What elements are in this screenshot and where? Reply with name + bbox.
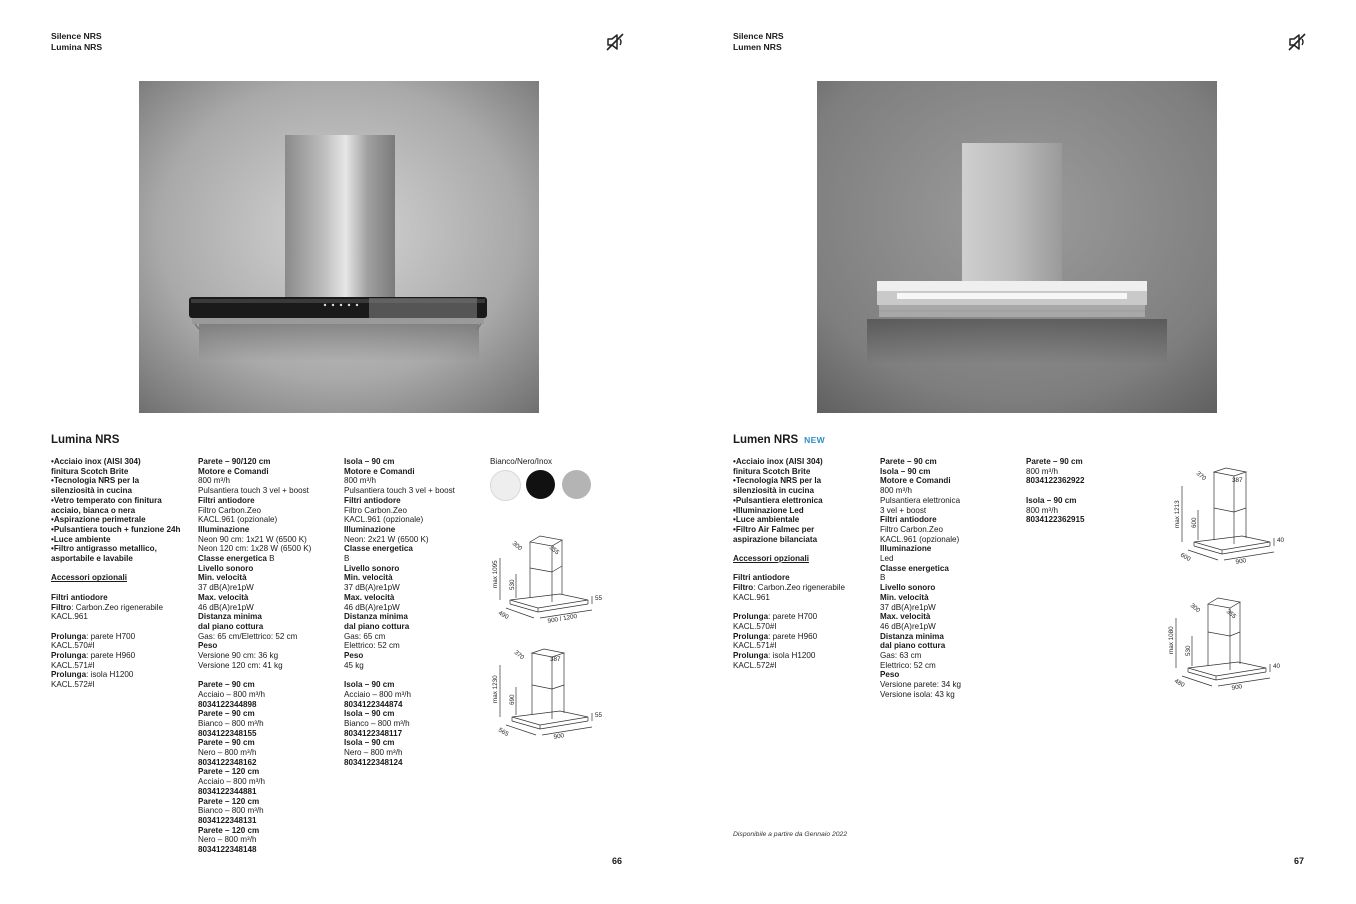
features-column [51, 457, 180, 690]
spec-key: Prolunga [733, 631, 769, 641]
spec-line: Isola – 90 cm [880, 466, 931, 476]
spec-line: Peso [344, 651, 364, 661]
spec-value: : isola H1200 [768, 651, 816, 661]
color-swatch-inox [562, 470, 591, 499]
codes-column [1026, 457, 1085, 525]
spacer [51, 564, 180, 574]
spec-line: 46 dB(A)re1pW [344, 602, 400, 612]
spec-value: : Carbon.Zeo rigenerabile [71, 602, 164, 612]
dim-label: 565 [497, 726, 510, 738]
spec-line: 800 m³/h [344, 476, 376, 486]
spec-line [51, 632, 180, 642]
spec-line: •Vetro temperato con finitura [51, 495, 162, 505]
spec-line: Acciaio – 800 m³/h [198, 689, 266, 699]
spec-line: Parete – 120 cm [198, 796, 260, 806]
spec-line: Accessori opzionali [733, 554, 810, 564]
swatch-label: Bianco/Nero/Inox [490, 457, 553, 466]
spec-line: Neon 120 cm: 1x28 W (6500 K) [198, 544, 312, 554]
spec-line: Parete – 90/120 cm [198, 457, 271, 466]
spec-value: : Carbon.Zeo rigenerabile [753, 583, 846, 593]
spec-line: Isola – 90 cm [344, 709, 395, 719]
dim-label: max 1080 [1168, 626, 1175, 654]
dim-label: 600 [1191, 517, 1198, 528]
spec-line: KACL.572#I [733, 660, 777, 670]
spec-line: Versione 90 cm: 36 kg [198, 651, 279, 661]
spec-line [733, 583, 845, 593]
spec-line: KACL.572#I [51, 680, 95, 690]
spec-line: 800 m³/h [880, 486, 912, 496]
spec-line: silenziosità in cucina [51, 486, 132, 496]
spec-line: KACL.571#I [51, 660, 95, 670]
spec-line: 46 dB(A)re1pW [198, 602, 254, 612]
spec-line: aspirazione bilanciata [733, 534, 818, 544]
spec-key: Filtro [733, 583, 754, 593]
spec-line: Min. velocità [344, 573, 393, 583]
spacer [198, 670, 311, 680]
spec-line: Max. velocità [198, 592, 249, 602]
spec-line [51, 670, 180, 680]
spec-line: KACL.961 (opzionale) [344, 515, 424, 525]
specs-parete-column [198, 457, 311, 855]
dim-label: 40 [1273, 663, 1281, 670]
running-header [733, 31, 784, 52]
spec-line: Elettrico: 52 cm [880, 660, 936, 670]
spec-line: KACL.961 [51, 612, 88, 622]
spacer [51, 622, 180, 632]
product-title-text: Lumen NRS [733, 434, 799, 446]
spec-line [51, 603, 180, 613]
spec-line: Isola – 90 cm [344, 738, 395, 748]
dim-label: 900 [1231, 683, 1243, 692]
mute-icon [604, 31, 626, 53]
spec-line: dal piano cottura [198, 621, 264, 631]
spec-key: Prolunga [51, 670, 87, 680]
spec-line: 800 m³/h [198, 476, 230, 486]
spec-line: 3 vel + boost [880, 505, 927, 515]
spec-line [733, 612, 845, 622]
spec-key: Filtro [51, 602, 72, 612]
spec-line: Filtro Carbon.Zeo [880, 524, 943, 534]
footnote: Disponibile a partire da Gennaio 2022 [733, 831, 848, 838]
dim-label: 490 [497, 609, 510, 621]
dim-label: 387 [550, 656, 561, 663]
spec-key: Prolunga [733, 612, 769, 622]
spec-line: •Aspirazione perimetrale [51, 515, 146, 525]
spec-line: 37 dB(A)re1pW [344, 583, 400, 593]
spec-line: 8034122344881 [198, 786, 257, 796]
spec-line: Bianco – 800 m³/h [198, 718, 264, 728]
dimension-diagram-island [488, 643, 608, 743]
spec-line: •Pulsantiera elettronica [733, 495, 823, 505]
product-title: Lumina NRS [51, 434, 120, 446]
spec-line: Livello sonoro [344, 563, 400, 573]
spec-line: Illuminazione [880, 544, 932, 554]
spec-line: Parete – 120 cm [198, 767, 260, 777]
header-model: Lumina NRS [51, 41, 103, 52]
spacer [733, 603, 845, 613]
spec-line: Min. velocità [880, 592, 929, 602]
spec-value: : parete H960 [86, 651, 136, 661]
spec-line: Parete – 90 cm [880, 457, 937, 466]
spec-line: Nero – 800 m³/h [198, 748, 257, 758]
spec-line: Versione 120 cm: 41 kg [198, 660, 283, 670]
mute-icon [1286, 31, 1308, 53]
spec-line: Bianco – 800 m³/h [344, 718, 410, 728]
spec-line: 8034122362922 [1026, 476, 1085, 486]
spec-key: Prolunga [733, 651, 769, 661]
dim-label: 300 [510, 540, 524, 553]
spec-line [733, 651, 845, 661]
spec-value: : parete H700 [768, 612, 818, 622]
spec-line: Max. velocità [344, 592, 395, 602]
spec-line: 8034122344874 [344, 699, 403, 709]
spec-line: Filtro Carbon.Zeo [344, 505, 407, 515]
spec-line: •Tecnologia NRS per la [733, 476, 822, 486]
dim-label: 370 [512, 649, 526, 662]
running-header [51, 31, 102, 52]
spec-line: •Filtro antigrasso metallico, [51, 544, 157, 554]
spec-key: Classe energetica [198, 554, 267, 564]
spec-line: Max. velocità [880, 612, 931, 622]
spec-line: Pulsantiera touch 3 vel + boost [198, 486, 309, 496]
spec-line: acciaio, bianca o nera [51, 505, 136, 515]
spec-line: finitura Scotch Brite [733, 466, 811, 476]
spec-line: Pulsantiera touch 3 vel + boost [344, 486, 455, 496]
spec-line: 800 m³/h [1026, 466, 1058, 476]
dim-label: 300 [1188, 602, 1202, 615]
spec-line: dal piano cottura [880, 641, 946, 651]
dim-label: 55 [595, 595, 603, 602]
spec-line: Livello sonoro [880, 583, 936, 593]
spec-line: •Luce ambientale [733, 515, 800, 525]
spec-line: Parete – 90 cm [198, 738, 255, 748]
specs-isola-column [344, 457, 455, 767]
dim-label: 480 [1173, 677, 1186, 689]
spec-value: B [266, 554, 275, 564]
spec-line: Distanza minima [198, 612, 262, 622]
spec-line: 8034122348162 [198, 757, 257, 767]
spec-line: Versione isola: 43 kg [880, 689, 955, 699]
spec-line: Parete – 120 cm [198, 825, 260, 835]
spec-line: Nero – 800 m³/h [344, 748, 403, 758]
dim-label: 355 [1224, 608, 1238, 621]
dim-label: 690 [509, 694, 516, 705]
dim-label: 355 [547, 544, 561, 557]
dim-label: max 1095 [492, 560, 499, 588]
spec-key: Prolunga [51, 631, 87, 641]
spec-value: : parete H960 [768, 631, 818, 641]
spec-line [198, 554, 311, 564]
spec-line: Filtri antiodore [198, 495, 255, 505]
spec-line: B [880, 573, 886, 583]
spec-line: Classe energetica [344, 544, 413, 554]
spec-line: KACL.961 (opzionale) [198, 515, 278, 525]
dim-label: 40 [1277, 537, 1285, 544]
spec-line: •Pulsantiera touch + funzione 24h [51, 524, 181, 534]
spec-line: Acciaio – 800 m³/h [344, 689, 412, 699]
spec-line: 8034122348124 [344, 757, 403, 767]
spec-line: Isola – 90 cm [344, 457, 395, 466]
spec-line: 8034122348131 [198, 816, 257, 825]
spec-line: Parete – 90 cm [198, 709, 255, 719]
product-photo-lumina [139, 81, 539, 413]
spec-line: Parete – 90 cm [1026, 457, 1083, 466]
spec-line: •Illuminazione Led [733, 505, 804, 515]
spec-line: •Tecnologia NRS per la [51, 476, 140, 486]
color-swatch-nero [526, 470, 555, 499]
dim-label: 370 [1194, 470, 1208, 483]
color-swatch-bianco [490, 470, 521, 501]
spec-line: Isola – 90 cm [1026, 495, 1077, 505]
spec-line: Livello sonoro [198, 563, 254, 573]
spec-line: Accessori opzionali [51, 573, 128, 583]
spec-line [733, 632, 845, 642]
spec-line: Neon 90 cm: 1x21 W (6500 K) [198, 534, 307, 544]
header-series: Silence NRS [51, 31, 102, 41]
dim-label: 387 [1232, 477, 1243, 484]
spec-line: 8034122348117 [344, 728, 403, 738]
spacer [733, 564, 845, 574]
spec-line: Parete – 90 cm [198, 680, 255, 690]
spec-line: Filtri antiodore [51, 592, 108, 602]
spec-line: Gas: 65 cm [344, 631, 386, 641]
dim-label: 900 / 1200 [547, 612, 578, 625]
spec-line: Distanza minima [344, 612, 408, 622]
dim-label: 600 [1179, 551, 1192, 563]
header-series: Silence NRS [733, 31, 784, 41]
specs-column [880, 457, 961, 700]
spec-line: Min. velocità [198, 573, 247, 583]
spec-line: 800 m³/h [1026, 505, 1058, 515]
dim-label: 55 [595, 712, 603, 719]
spec-line: •Acciaio inox (AISI 304) [51, 457, 141, 466]
product-photo-lumen [817, 81, 1217, 413]
spec-line: KACL.961 (opzionale) [880, 534, 960, 544]
spec-line: Versione parete: 34 kg [880, 680, 961, 690]
spec-line: Led [880, 554, 894, 564]
spacer [733, 544, 845, 554]
spec-line: •Acciaio inox (AISI 304) [733, 457, 823, 466]
spec-line: Isola – 90 cm [344, 680, 395, 690]
spec-line: 8034122348155 [198, 728, 257, 738]
spec-line: 37 dB(A)re1pW [880, 602, 936, 612]
dim-label: max 1213 [1174, 500, 1181, 528]
spec-line: Neon: 2x21 W (6500 K) [344, 534, 429, 544]
spec-value: : parete H700 [86, 631, 136, 641]
dimension-diagram-island [1170, 462, 1290, 570]
dim-label: 900 [553, 732, 565, 741]
spec-line: Acciaio – 800 m³/h [198, 777, 266, 787]
spec-line: Filtro Carbon.Zeo [198, 505, 261, 515]
spacer [344, 670, 455, 680]
spec-line: 37 dB(A)re1pW [198, 583, 254, 593]
spec-line: 8034122348148 [198, 845, 257, 855]
spacer [51, 583, 180, 593]
product-title [733, 434, 825, 446]
page-number: 67 [1294, 856, 1305, 866]
dim-label: 530 [1185, 645, 1192, 656]
spec-line: Filtri antiodore [733, 573, 790, 583]
spec-value: : isola H1200 [86, 670, 134, 680]
spec-line: Motore e Comandi [198, 466, 269, 476]
spec-line: Bianco – 800 m³/h [198, 806, 264, 816]
spec-line: 46 dB(A)re1pW [880, 621, 936, 631]
spacer [1026, 486, 1085, 496]
dimension-diagram-wall [488, 528, 608, 636]
spec-line: Gas: 63 cm [880, 651, 922, 661]
spec-line: asportabile e lavabile [51, 554, 133, 564]
spec-line: •Luce ambiente [51, 534, 111, 544]
spec-line: dal piano cottura [344, 621, 410, 631]
spec-line: Filtri antiodore [344, 495, 401, 505]
right-page [678, 0, 1356, 904]
spec-line: Motore e Comandi [880, 476, 951, 486]
dim-label: 900 [1235, 557, 1247, 566]
spec-line: KACL.570#I [733, 621, 777, 631]
spec-line: 8034122362915 [1026, 515, 1085, 525]
spec-line: •Filtro Air Falmec per [733, 524, 815, 534]
spec-line: Classe energetica [880, 563, 949, 573]
spec-line: Distanza minima [880, 631, 944, 641]
spec-line: Pulsantiera elettronica [880, 495, 961, 505]
spec-line: silenziosità in cucina [733, 486, 814, 496]
spec-line: Gas: 65 cm/Elettrico: 52 cm [198, 631, 298, 641]
new-badge: NEW [804, 435, 825, 445]
spec-line: Filtri antiodore [880, 515, 937, 525]
spec-line: finitura Scotch Brite [51, 466, 129, 476]
spec-line: KACL.570#I [51, 641, 95, 651]
spec-line: KACL.571#I [733, 641, 777, 651]
spec-line: KACL.961 [733, 592, 770, 602]
header-model: Lumen NRS [733, 41, 782, 52]
spec-line: Illuminazione [198, 524, 250, 534]
dim-label: max 1230 [492, 675, 499, 703]
spec-line: Peso [198, 641, 218, 651]
spec-line: 8034122344898 [198, 699, 257, 709]
spec-line: Illuminazione [344, 524, 396, 534]
dimension-diagram-wall [1164, 592, 1284, 696]
spec-line: Elettrico: 52 cm [344, 641, 400, 651]
spec-line: Motore e Comandi [344, 466, 415, 476]
spec-line: 45 kg [344, 660, 364, 670]
page-number: 66 [612, 856, 623, 866]
spec-line [51, 651, 180, 661]
spec-line: B [344, 554, 350, 564]
dim-label: 530 [509, 579, 516, 590]
spec-key: Prolunga [51, 651, 87, 661]
features-column [733, 457, 845, 670]
spec-line: Nero – 800 m³/h [198, 835, 257, 845]
spec-line: Peso [880, 670, 900, 680]
